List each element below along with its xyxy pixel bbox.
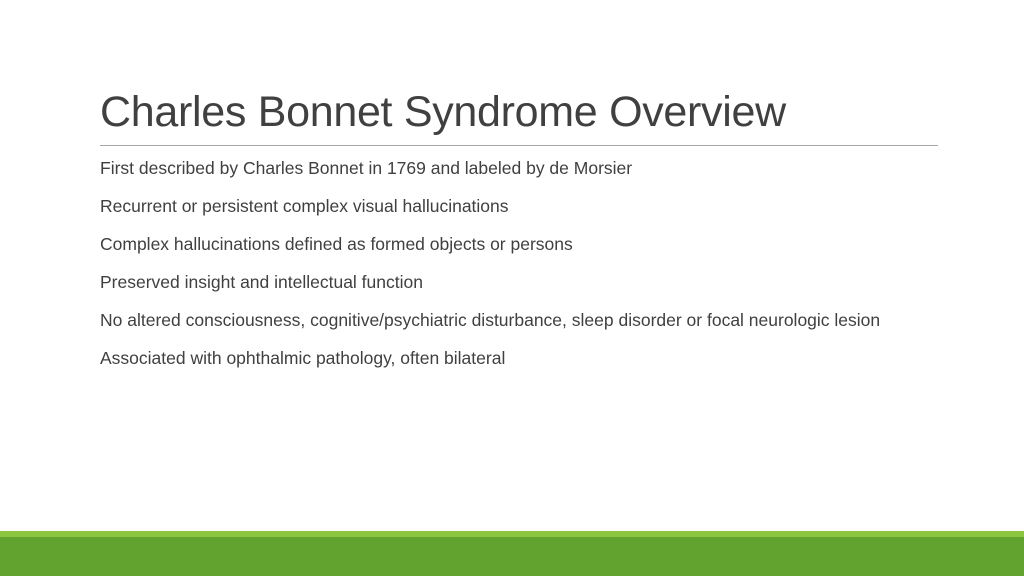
- bullet-item: Associated with ophthalmic pathology, often bilateral: [100, 348, 506, 368]
- bullet-item: No altered consciousness, cognitive/psychiatric disturbance, sleep disorder or focal neurologic lesion: [100, 310, 881, 330]
- bullet-item: First described by Charles Bonnet in 1769 and labeled by de Morsier: [100, 158, 633, 178]
- slide-title: Charles Bonnet Syndrome Overview: [100, 88, 786, 136]
- bullet-list: [100, 158, 936, 386]
- bullet-item: Recurrent or persistent complex visual hallucinations: [100, 196, 509, 216]
- title-divider: [100, 145, 938, 146]
- bullet-item: Preserved insight and intellectual function: [100, 272, 423, 292]
- footer-bar: [0, 537, 1024, 576]
- bullet-item: Complex hallucinations defined as formed objects or persons: [100, 234, 573, 254]
